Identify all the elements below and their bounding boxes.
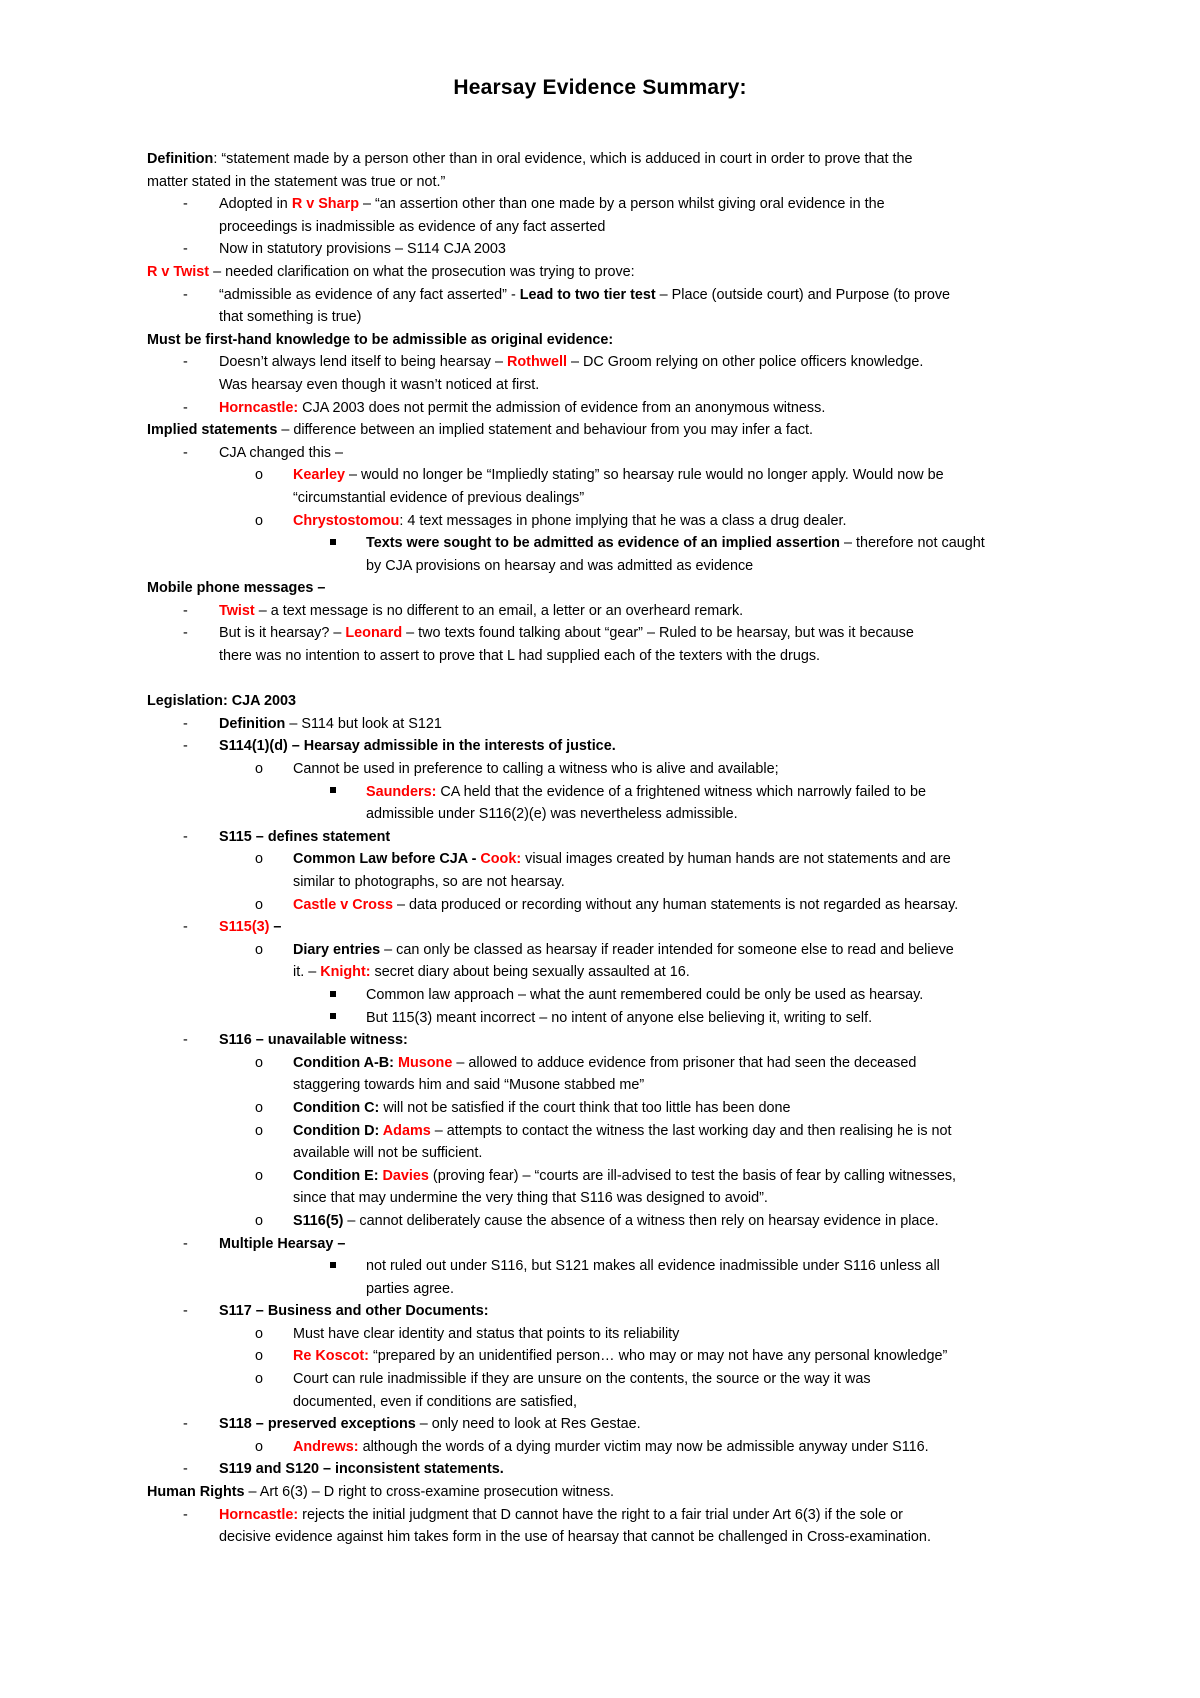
list-item: But 115(3) meant incorrect – no intent of anyone else believing it, writing to self. bbox=[147, 1007, 1082, 1030]
blank-line bbox=[147, 668, 1082, 691]
case-name: Leonard bbox=[345, 625, 403, 642]
dash-bullet: - bbox=[183, 715, 188, 732]
text-line: Implied statements – difference between an implied statement and behaviour from you may infer a fact. bbox=[147, 422, 814, 439]
text-line: matter stated in the statement was true or not.” bbox=[147, 173, 446, 190]
section-heading: Must be first-hand knowledge to be admissible as original evidence: bbox=[147, 331, 614, 348]
dash-bullet: - bbox=[183, 444, 188, 461]
circle-bullet: o bbox=[255, 1167, 264, 1184]
list-item: - S117 – Business and other Documents: bbox=[147, 1300, 1082, 1323]
circle-bullet: o bbox=[255, 1371, 264, 1388]
square-bullet bbox=[330, 1007, 336, 1030]
text-line: decisive evidence against him takes form in the use of hearsay that cannot be challenged in Cross-examination. bbox=[219, 1529, 931, 1546]
document-body bbox=[147, 148, 1082, 1549]
case-name: Horncastle: bbox=[219, 1506, 299, 1523]
list-item: not ruled out under S116, but S121 makes all evidence inadmissible under S116 unless all bbox=[147, 1255, 1082, 1278]
case-name: Knight: bbox=[320, 964, 371, 981]
case-name: Chrystostomou bbox=[293, 512, 400, 529]
dash-bullet: - bbox=[183, 828, 188, 845]
list-item: o Re Koscot: “prepared by an unidentified person… who may or may not have any personal knowledge” bbox=[147, 1345, 1082, 1368]
square-bullet bbox=[330, 532, 336, 555]
text-line: proceedings is inadmissible as evidence of any fact asserted bbox=[219, 218, 606, 235]
dash-bullet: - bbox=[183, 1032, 188, 1049]
section-heading: Mobile phone messages – bbox=[147, 580, 326, 597]
circle-bullet: o bbox=[255, 1348, 264, 1365]
square-bullet bbox=[330, 1255, 336, 1278]
case-name: Re Koscot: bbox=[293, 1348, 369, 1365]
text-line: similar to photographs, so are not hearsay. bbox=[293, 874, 565, 890]
list-item: - “admissible as evidence of any fact asserted” - Lead to two tier test – Place (outside court) and Purpose (to prove bbox=[147, 284, 1082, 307]
list-item: o Chrystostomou: 4 text messages in phone implying that he was a class a drug dealer. bbox=[147, 510, 1082, 533]
page-title: Hearsay Evidence Summary: bbox=[453, 76, 747, 99]
list-item: - S119 and S120 – inconsistent statements. bbox=[147, 1458, 1082, 1481]
square-bullet bbox=[330, 984, 336, 1007]
dash-bullet: - bbox=[183, 1416, 188, 1433]
dash-bullet: - bbox=[183, 399, 188, 416]
case-name: Saunders: bbox=[366, 783, 437, 800]
text-line: Definition: “statement made by a person other than in oral evidence, which is adduced in court in order to prove that the bbox=[147, 151, 913, 167]
text-line: staggering towards him and said “Musone stabbed me” bbox=[293, 1077, 645, 1094]
text-line: “circumstantial evidence of previous dealings” bbox=[293, 489, 585, 506]
dash-bullet: - bbox=[183, 625, 188, 642]
list-item: Saunders: CA held that the evidence of a frightened witness which narrowly failed to be bbox=[147, 781, 1082, 804]
list-item: o Must have clear identity and status that points to its reliability bbox=[147, 1323, 1082, 1346]
dash-bullet: - bbox=[183, 602, 188, 619]
circle-bullet: o bbox=[255, 467, 264, 484]
dash-bullet: - bbox=[183, 354, 188, 371]
list-item: - S116 – unavailable witness: bbox=[147, 1029, 1082, 1052]
list-item: o Court can rule inadmissible if they are unsure on the contents, the source or the way it was bbox=[147, 1368, 1082, 1391]
text-line: documented, even if conditions are satisfied, bbox=[293, 1393, 577, 1410]
square-bullet bbox=[330, 781, 336, 804]
circle-bullet: o bbox=[255, 851, 264, 868]
case-name: Castle v Cross bbox=[293, 896, 393, 913]
case-name: R v Sharp bbox=[291, 196, 359, 213]
list-item: - Definition – S114 but look at S121 bbox=[147, 713, 1082, 736]
text-line: R v Twist – needed clarification on what the prosecution was trying to prove: bbox=[147, 263, 635, 280]
list-item: - S118 – preserved exceptions – only need to look at Res Gestae. bbox=[147, 1413, 1082, 1436]
section-heading: Legislation: CJA 2003 bbox=[147, 693, 297, 710]
text-line: by CJA provisions on hearsay and was admitted as evidence bbox=[366, 557, 754, 574]
dash-bullet: - bbox=[183, 241, 188, 258]
circle-bullet: o bbox=[255, 1054, 264, 1071]
text-line: that something is true) bbox=[219, 309, 362, 326]
list-item: o Common Law before CJA - Cook: visual images created by human hands are not statements and are bbox=[147, 848, 1082, 871]
case-name: Cook: bbox=[480, 851, 522, 868]
circle-bullet: o bbox=[255, 1122, 264, 1139]
case-name: R v Twist bbox=[147, 263, 210, 280]
case-name: Adams bbox=[382, 1122, 431, 1139]
dash-bullet: - bbox=[183, 1235, 188, 1252]
text-line: parties agree. bbox=[366, 1280, 454, 1297]
list-item: - CJA changed this – bbox=[147, 442, 1082, 465]
case-name: Andrews: bbox=[293, 1438, 359, 1455]
case-name: Twist bbox=[219, 602, 255, 619]
list-item: o Diary entries – can only be classed as hearsay if reader intended for someone else to read and believe bbox=[147, 939, 1082, 962]
list-item: o Condition D: Adams – attempts to contact the witness the last working day and then realising he is not bbox=[147, 1120, 1082, 1143]
text-line: since that may undermine the very thing that S116 was designed to avoid”. bbox=[293, 1190, 768, 1207]
dash-bullet: - bbox=[183, 196, 188, 213]
circle-bullet: o bbox=[255, 1099, 264, 1116]
dash-bullet: - bbox=[183, 1303, 188, 1320]
circle-bullet: o bbox=[255, 1325, 264, 1342]
dash-bullet: - bbox=[183, 1461, 188, 1478]
list-item: - Doesn’t always lend itself to being hearsay – Rothwell – DC Groom relying on other police officers knowledge. bbox=[147, 351, 1082, 374]
list-item: - Now in statutory provisions – S114 CJA 2003 bbox=[147, 238, 1082, 261]
list-item: - Multiple Hearsay – bbox=[147, 1233, 1082, 1256]
text-line: Human Rights – Art 6(3) – D right to cross-examine prosecution witness. bbox=[147, 1484, 615, 1501]
dash-bullet: - bbox=[183, 738, 188, 755]
circle-bullet: o bbox=[255, 1212, 264, 1229]
circle-bullet: o bbox=[255, 941, 264, 958]
list-item: o Kearley – would no longer be “Impliedly stating” so hearsay rule would no longer apply. Would now be bbox=[147, 464, 1082, 487]
text-line: Was hearsay even though it wasn’t noticed at first. bbox=[219, 376, 540, 393]
list-item: - S115 – defines statement bbox=[147, 826, 1082, 849]
case-name: Rothwell bbox=[506, 354, 567, 371]
text-line: it. – Knight: secret diary about being sexually assaulted at 16. bbox=[293, 964, 690, 981]
list-item: o Cannot be used in preference to calling a witness who is alive and available; bbox=[147, 758, 1082, 781]
dash-bullet: - bbox=[183, 286, 188, 303]
circle-bullet: o bbox=[255, 761, 264, 778]
list-item: o Condition C: will not be satisfied if the court think that too little has been done bbox=[147, 1097, 1082, 1120]
circle-bullet: o bbox=[255, 896, 264, 913]
list-item: o S116(5) – cannot deliberately cause the absence of a witness then rely on hearsay evidence in place. bbox=[147, 1210, 1082, 1233]
list-item: - Twist – a text message is no different to an email, a letter or an overheard remark. bbox=[147, 600, 1082, 623]
list-item: - S115(3) – bbox=[147, 916, 1082, 939]
circle-bullet: o bbox=[255, 1438, 264, 1455]
list-item: o Castle v Cross – data produced or recording without any human statements is not regarded as hearsay. bbox=[147, 894, 1082, 917]
case-name: Kearley bbox=[293, 467, 346, 484]
text-line: there was no intention to assert to prove that L had supplied each of the texters with the drugs. bbox=[219, 648, 821, 665]
dash-bullet: - bbox=[183, 919, 188, 936]
case-name: Musone bbox=[397, 1054, 453, 1071]
case-name: Davies bbox=[382, 1167, 429, 1184]
list-item: - S114(1)(d) – Hearsay admissible in the interests of justice. bbox=[147, 735, 1082, 758]
list-item: Texts were sought to be admitted as evidence of an implied assertion – therefore not caught bbox=[147, 532, 1082, 555]
list-item: o Condition E: Davies (proving fear) – “courts are ill-advised to test the basis of fear by calling witnesses, bbox=[147, 1165, 1082, 1188]
text-line: available will not be sufficient. bbox=[293, 1145, 483, 1162]
dash-bullet: - bbox=[183, 1506, 188, 1523]
list-item: Common law approach – what the aunt remembered could be only be used as hearsay. bbox=[147, 984, 1082, 1007]
list-item: - Adopted in R v Sharp – “an assertion other than one made by a person whilst giving oral evidence in the bbox=[147, 193, 1082, 216]
list-item: - Horncastle: CJA 2003 does not permit the admission of evidence from an anonymous witness. bbox=[147, 397, 1082, 420]
circle-bullet: o bbox=[255, 512, 264, 529]
case-name: Horncastle: bbox=[219, 399, 299, 416]
list-item: o Condition A-B: Musone – allowed to adduce evidence from prisoner that had seen the deceased bbox=[147, 1052, 1082, 1075]
list-item: o Andrews: although the words of a dying murder victim may now be admissible anyway under S116. bbox=[147, 1436, 1082, 1459]
statute-section: S115(3) bbox=[219, 919, 270, 936]
list-item: - Horncastle: rejects the initial judgment that D cannot have the right to a fair trial under Art 6(3) if the sole or bbox=[147, 1504, 1082, 1527]
text-line: admissible under S116(2)(e) was nevertheless admissible. bbox=[366, 806, 738, 823]
list-item: - But is it hearsay? – Leonard – two texts found talking about “gear” – Ruled to be hearsay, but was it because bbox=[147, 622, 1082, 645]
